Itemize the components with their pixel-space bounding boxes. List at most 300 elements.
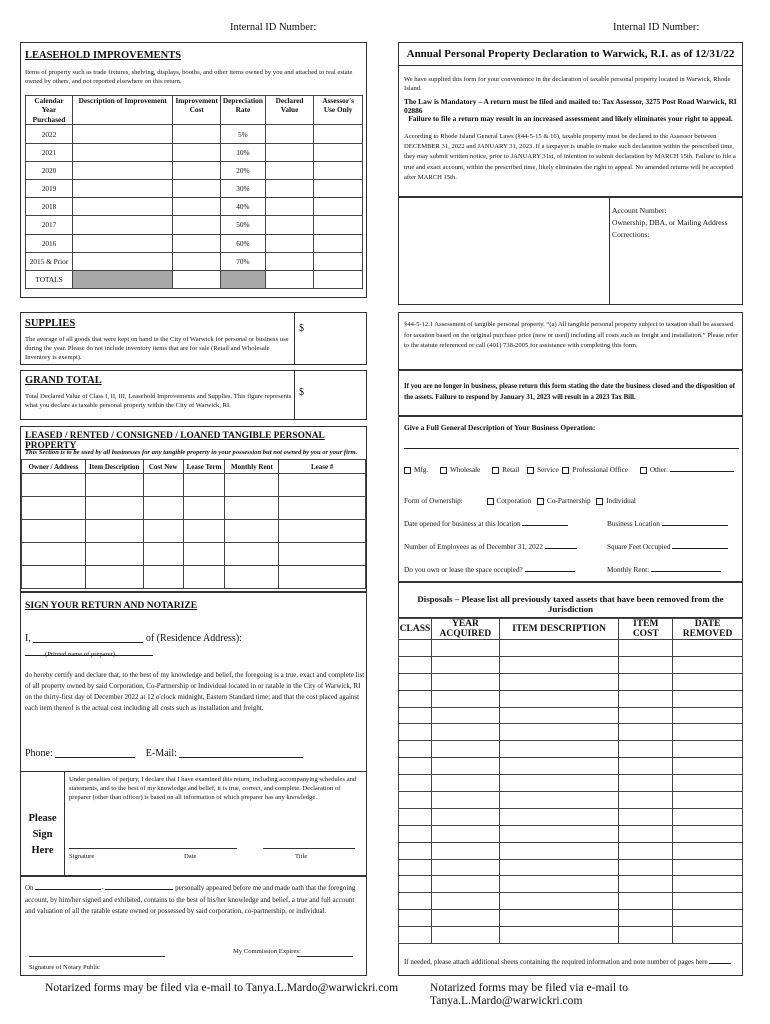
checkbox-icon[interactable] [440,467,447,474]
disposal-cell[interactable] [431,758,499,775]
type-other[interactable]: Other: [640,466,668,474]
disposal-cell[interactable] [673,707,743,724]
ownership-copart[interactable]: Co-Partnership [537,497,591,505]
notary-section [20,876,367,976]
type-retail[interactable]: Retail [492,466,519,474]
disposal-cell[interactable] [499,825,619,842]
disposal-cell[interactable] [499,927,619,944]
internal-id-right: Internal ID Number: [613,22,700,33]
disposal-cell[interactable] [673,640,743,657]
description-cell[interactable] [73,252,173,270]
leasehold-row [26,216,363,234]
appeared-text: personally appeared before me and made oath that the foregoing account, by him/her signed and exhibited, contains to the best of his/her knowledge and belief, a true and full account and valuation of all the ratable estate owned or possessed by said corporation, co-partnership, or individual. [25,884,356,916]
checkbox-icon[interactable] [404,467,411,474]
disposal-cell[interactable] [499,741,619,758]
disposal-cell[interactable] [431,876,499,893]
leased-title: LEASED / RENTED / CONSIGNED / LOANED TANGIBLE PERSONAL PROPERTY [25,431,325,451]
leased-cell[interactable] [85,543,143,566]
disposal-cell[interactable] [431,724,499,741]
disposal-row[interactable] [399,724,743,741]
disposal-cell[interactable] [673,724,743,741]
type-professional[interactable]: Professional Office [562,466,628,474]
declared-cell[interactable] [265,180,313,198]
checkbox-icon[interactable] [562,467,569,474]
description-cell[interactable] [73,180,173,198]
leased-cell[interactable] [143,474,183,497]
email-label: E-Mail: [145,748,177,759]
disposal-cell[interactable] [673,825,743,842]
cost-cell[interactable] [173,198,220,216]
title-line [263,848,355,849]
disposal-cell[interactable] [619,640,673,657]
disposal-cell[interactable] [499,758,619,775]
leased-cell[interactable] [85,520,143,543]
leased-row[interactable] [22,520,366,543]
checkbox-icon[interactable] [537,498,544,505]
disposal-row[interactable] [399,656,743,673]
cost-cell[interactable] [173,234,220,252]
date-opened-line[interactable] [522,525,568,526]
leased-cell[interactable] [183,543,225,566]
leased-cell[interactable] [225,520,279,543]
disposal-row[interactable] [399,792,743,809]
pages-line[interactable] [709,963,731,964]
disposal-cell[interactable] [399,707,432,724]
grand-total-section [20,370,367,420]
disposal-row[interactable] [399,707,743,724]
leased-cell[interactable] [85,474,143,497]
account-section [398,197,743,305]
description-cell[interactable] [73,161,173,179]
disposal-cell[interactable] [431,910,499,927]
business-types [404,466,734,474]
certify-text: do hereby certify and declare that, to the best of my knowledge and belief, the foregoing is a true, exact and complete list of all property owned by said Corporation, Co-Partnership or Individual located in or ratable in the City of Warwick, RI on the thirty-first day of December 2022 at 12 o'clock midnight, Eastern Standard time; and that the cost placed against each item thereof is the actual cost including all costs such as installation and freight. [25,671,365,712]
leased-cell[interactable] [279,497,366,520]
disposal-cell[interactable] [431,893,499,910]
disposal-row[interactable] [399,842,743,859]
rate-cell: 40% [220,198,265,216]
disposal-cell[interactable] [431,825,499,842]
disposal-row[interactable] [399,673,743,690]
disposal-cell[interactable] [399,775,432,792]
disposal-row[interactable] [399,859,743,876]
disposal-cell[interactable] [399,690,432,707]
disposals-note: If needed, please attach additional sheets containing the required information and note number of pages here [404,958,731,968]
disposal-cell[interactable] [399,876,432,893]
disposal-cell[interactable] [431,808,499,825]
leased-cell[interactable] [183,497,225,520]
disposal-cell[interactable] [431,775,499,792]
leased-subtitle: This Section is to be used by all businesses for any tangible property in your possession but not owned by you or your firm. [25,449,358,456]
disposal-cell[interactable] [399,825,432,842]
leasehold-row [26,180,363,198]
leased-cell[interactable] [183,474,225,497]
disposal-cell[interactable] [431,792,499,809]
disposal-cell[interactable] [673,656,743,673]
supplies-text: The average of all goods that were kept on hand in the City of Warwick for personal or business use during the year. Please do not include inventory items that are for sale (Retail and Wholesale Inventory is exempt). [25,336,289,362]
leased-col-lease: Lease # [279,460,366,474]
disposal-cell[interactable] [499,775,619,792]
disposal-cell[interactable] [619,876,673,893]
disposal-cell[interactable] [499,640,619,657]
disposal-row[interactable] [399,775,743,792]
disposal-cell[interactable] [499,876,619,893]
leased-cell[interactable] [225,497,279,520]
cost-cell[interactable] [173,180,220,198]
disposal-cell[interactable] [399,792,432,809]
notary-date-line-1 [35,889,101,890]
supplies-value-input[interactable] [311,321,361,337]
declared-cell[interactable] [265,161,313,179]
rate-cell: 50% [220,216,265,234]
location-row: Business Location [607,520,728,528]
signature-line [69,848,237,849]
disposal-cell[interactable] [619,927,673,944]
disposal-row[interactable] [399,927,743,944]
leased-cell[interactable] [225,474,279,497]
ownership-row [404,497,636,505]
leased-cell[interactable] [279,520,366,543]
leasehold-section [20,42,367,298]
disposal-cell[interactable] [431,690,499,707]
business-title: Give a Full General Description of Your Business Operation: [404,423,596,432]
disposal-cell[interactable] [619,775,673,792]
disposal-row[interactable] [399,876,743,893]
monthly-rent-line[interactable] [651,571,721,572]
disposal-cell[interactable] [499,690,619,707]
rate-cell: 70% [220,252,265,270]
leased-table [21,459,366,589]
disposal-cell[interactable] [619,842,673,859]
leasehold-table [25,95,363,289]
totals-rate [220,270,265,288]
disposals-table [398,618,743,944]
sign-box-divider [64,771,65,875]
disposal-cell[interactable] [399,910,432,927]
leased-cell[interactable] [183,566,225,589]
grand-total-text: Total Declared Value of Class I, II, III, Leasehold Improvements and Supplies. This figure represents what you declare as taxable personal property within the City of Warwick, RI. [25,393,292,410]
leased-cell[interactable] [85,497,143,520]
year-cell: 2018 [26,198,73,216]
type-mfg[interactable]: Mfg. [404,466,428,474]
disposal-cell[interactable] [499,893,619,910]
disposal-cell[interactable] [673,927,743,944]
year-cell: 2019 [26,180,73,198]
declared-cell[interactable] [265,143,313,161]
employees-line[interactable] [545,548,577,549]
disposal-cell[interactable] [399,893,432,910]
leased-row[interactable] [22,497,366,520]
disposal-cell[interactable] [431,656,499,673]
disposal-row[interactable] [399,808,743,825]
monthly-rent-row: Monthly Rent: [607,566,721,574]
residence-label: of (Residence Address): [145,633,242,644]
disposals-title: Disposals – Please list all previously taxed assets that have been removed from the Jurisdiction [417,594,724,614]
disposal-cell[interactable] [499,724,619,741]
account-ownership-label: Ownership, DBA, or Mailing Address [612,217,728,227]
grand-total-title: GRAND TOTAL [25,375,102,386]
leased-col-owner: Owner / Address [22,460,86,474]
account-address-area[interactable] [403,202,605,300]
sign-label: Sign [32,828,53,840]
declared-cell[interactable] [265,125,313,143]
disposal-cell[interactable] [619,724,673,741]
totals-label: TOTALS [26,270,73,288]
declared-cell[interactable] [265,234,313,252]
disposal-row[interactable] [399,910,743,927]
cost-cell[interactable] [173,143,220,161]
year-cell: 2016 [26,234,73,252]
disposal-row[interactable] [399,690,743,707]
description-cell[interactable] [73,125,173,143]
disposal-cell[interactable] [619,825,673,842]
sqft-line[interactable] [672,548,728,549]
disposal-cell[interactable] [619,707,673,724]
disposal-cell[interactable] [399,808,432,825]
disposal-cell[interactable] [619,910,673,927]
please-label: Please [28,813,57,824]
checkbox-icon[interactable] [487,498,494,505]
leased-cell[interactable] [143,520,183,543]
declaration-mandatory: The Law is Mandatory – A return must be filed and mailed to: Tax Assessor, 3275 Post Road Warwick, RI 02886 [404,97,737,115]
disposal-cell[interactable] [619,893,673,910]
leased-cell[interactable] [22,520,86,543]
rate-cell: 30% [220,180,265,198]
totals-desc [73,270,173,288]
employees-row: Number of Employees as of December 31, 2022 [404,543,577,551]
checkbox-icon[interactable] [596,498,603,505]
disp-col-year: YEAR ACQUIRED [431,619,499,640]
disposal-cell[interactable] [673,842,743,859]
disposal-cell[interactable] [619,741,673,758]
disposal-cell[interactable] [431,741,499,758]
disposal-cell[interactable] [673,808,743,825]
leased-row[interactable] [22,543,366,566]
leased-cell[interactable] [225,566,279,589]
leased-cell[interactable] [143,497,183,520]
grand-total-dollar: $ [299,387,304,398]
disposal-cell[interactable] [673,893,743,910]
disposal-cell[interactable] [431,859,499,876]
location-line[interactable] [662,525,728,526]
preparer-name-input[interactable] [33,631,143,643]
disposal-cell[interactable] [499,910,619,927]
here-label: Here [31,844,54,856]
disposal-cell[interactable] [619,758,673,775]
disposal-cell[interactable] [673,792,743,809]
declared-cell[interactable] [265,252,313,270]
commission-line [297,956,353,957]
notary-sig-label: Signature of Notary Public [29,964,100,971]
disposal-cell[interactable] [499,792,619,809]
leasehold-row [26,234,363,252]
phone-input[interactable] [55,746,135,758]
disposal-cell[interactable] [673,690,743,707]
col-rate: Depreciation Rate [220,96,265,125]
disposal-cell[interactable] [499,808,619,825]
declaration-title-rule [399,65,742,66]
disp-col-class: CLASS [399,619,432,640]
signature-label: Signature [69,853,95,860]
disposal-cell[interactable] [673,673,743,690]
col-cost: Improvement Cost [173,96,220,125]
assessor-cell [314,216,363,234]
disp-col-cost: ITEM COST [619,619,673,640]
rate-cell: 20% [220,161,265,179]
disposal-cell[interactable] [673,775,743,792]
disposal-cell[interactable] [673,741,743,758]
disposal-cell[interactable] [499,673,619,690]
on-label: On [25,884,34,892]
leasehold-row [26,161,363,179]
footer-right: Notarized forms may be filed via e-mail to Tanya.L.Mardo@warwickri.com [430,981,628,1007]
account-divider [609,198,610,304]
business-description-input[interactable] [404,435,739,449]
phone-label: Phone: [25,748,53,759]
leased-cell[interactable] [279,566,366,589]
internal-id-left: Internal ID Number: [230,22,317,33]
disposal-row[interactable] [399,825,743,842]
cost-cell[interactable] [173,252,220,270]
other-line [670,471,734,472]
disposal-row[interactable] [399,741,743,758]
col-assessor: Assessor's Use Only [314,96,363,125]
disposal-cell[interactable] [499,707,619,724]
disposal-cell[interactable] [431,673,499,690]
leased-cell[interactable] [183,520,225,543]
commission-label: My Commission Expires: [233,948,301,955]
leased-cell[interactable] [85,566,143,589]
disposal-cell[interactable] [499,842,619,859]
description-cell[interactable] [73,143,173,161]
year-cell: 2021 [26,143,73,161]
disposal-cell[interactable] [399,741,432,758]
leased-col-item: Item Description [85,460,143,474]
perjury-text: Under penalties of perjury, I declare that I have examined this return, including accompanying schedules and statements, and to the best of my knowledge and belief, it is true, correct, and complete. Declaration of preparer (other than officer) is based on all information of which preparer has any knowledge. [69,776,357,802]
leased-cell[interactable] [279,543,366,566]
cost-cell[interactable] [173,216,220,234]
declared-cell[interactable] [265,216,313,234]
checkbox-icon[interactable] [527,467,534,474]
rate-cell: 60% [220,234,265,252]
disposal-cell[interactable] [673,876,743,893]
leased-cell[interactable] [225,543,279,566]
disposal-cell[interactable] [431,927,499,944]
disposal-cell[interactable] [431,842,499,859]
disposal-cell[interactable] [399,724,432,741]
account-labels [612,205,728,240]
disposal-row[interactable] [399,640,743,657]
printed-name-label: (Printed name of preparer) [45,651,116,658]
type-service[interactable]: Service [527,466,559,474]
ownership-individual[interactable]: Individual [596,497,636,505]
assessor-cell [314,234,363,252]
description-cell[interactable] [73,198,173,216]
footer-left: Notarized forms may be filed via e-mail to Tanya.L.Mardo@warwickri.com [45,981,399,994]
leased-cell[interactable] [279,474,366,497]
disposal-cell[interactable] [399,842,432,859]
own-lease-line[interactable] [525,571,575,572]
totals-assessor [314,270,363,288]
assessor-cell [314,198,363,216]
disposal-cell[interactable] [399,758,432,775]
disposal-cell[interactable] [619,673,673,690]
leased-row[interactable] [22,474,366,497]
rate-cell: 5% [220,125,265,143]
ownership-label: Form of Ownership: [404,497,463,505]
disposal-cell[interactable] [399,859,432,876]
leased-cell[interactable] [22,566,86,589]
email-input[interactable] [179,746,303,758]
date-opened-row: Date opened for business at this location [404,520,568,528]
grand-total-value-input[interactable] [311,385,361,401]
cost-cell[interactable] [173,161,220,179]
type-wholesale[interactable]: Wholesale [440,466,480,474]
disposal-cell[interactable] [499,656,619,673]
disposal-cell[interactable] [619,808,673,825]
description-cell[interactable] [73,234,173,252]
leased-cell[interactable] [143,566,183,589]
leased-cell[interactable] [22,474,86,497]
leased-cell[interactable] [22,543,86,566]
leasehold-row [26,143,363,161]
disposal-cell[interactable] [619,859,673,876]
col-year: Calendar Year Purchased [26,96,73,125]
title-label: Title [295,853,308,860]
description-cell[interactable] [73,216,173,234]
col-description: Description of Improvement [73,96,173,125]
disposal-row[interactable] [399,893,743,910]
checkbox-icon[interactable] [492,467,499,474]
disposal-cell[interactable] [619,690,673,707]
year-cell: 2020 [26,161,73,179]
disposal-cell[interactable] [399,673,432,690]
leased-row[interactable] [22,566,366,589]
disposal-cell[interactable] [619,656,673,673]
disposal-cell[interactable] [399,656,432,673]
leasehold-intro: Items of property such as trade fixtures, shelving, displays, booths, and other items owned by you and attached to real estate owned by others, and not reported elsewhere on this return. [25,69,353,86]
cost-cell[interactable] [173,125,220,143]
leased-cell[interactable] [143,543,183,566]
disposal-cell[interactable] [399,927,432,944]
date-label: Date [184,853,197,860]
leased-cell[interactable] [22,497,86,520]
please-sign-here [21,811,64,858]
i-label: I, [25,633,31,644]
disposal-cell[interactable] [431,707,499,724]
supplies-section [20,312,367,365]
declared-cell[interactable] [265,198,313,216]
disposal-cell[interactable] [673,910,743,927]
totals-cost [173,270,220,288]
declaration-section [398,42,743,197]
sign-title: SIGN YOUR RETURN AND NOTARIZE [25,600,198,611]
disposal-cell[interactable] [399,640,432,657]
disposal-cell[interactable] [431,640,499,657]
account-corrections-label: Corrections: [612,229,650,239]
disposal-row[interactable] [399,758,743,775]
ownership-corp[interactable]: Corporation [487,497,532,505]
disposal-cell[interactable] [673,758,743,775]
checkbox-icon[interactable] [640,467,647,474]
disposal-cell[interactable] [619,792,673,809]
supplies-dollar: $ [299,323,304,334]
declaration-intro: We have supplied this form for your convenience in the declaration of taxable personal property located in Warwick, Rhode Island. [404,76,731,93]
declaration-title: Annual Personal Property Declaration to Warwick, R.I. as of 12/31/22 [406,48,735,60]
disposal-cell[interactable] [673,859,743,876]
disposal-cell[interactable] [499,859,619,876]
declaration-law: According to Rhode Island General Laws (§44-5-15 & 16), taxable property must be declared to the Assessor between DECEMBER 31, 2022 and JANUARY 31, 2023. If a taxpayer is unable to make such declaration within the prescribed time, they may submit written notice, prior to JANUARY 31st, of intention to submit declaration by MARCH 15th. Failure to file a true and exact account, within the prescribed time, likely eliminates the right to appeal. No amended returns will be accepted after MARCH 15th. [404,133,736,181]
